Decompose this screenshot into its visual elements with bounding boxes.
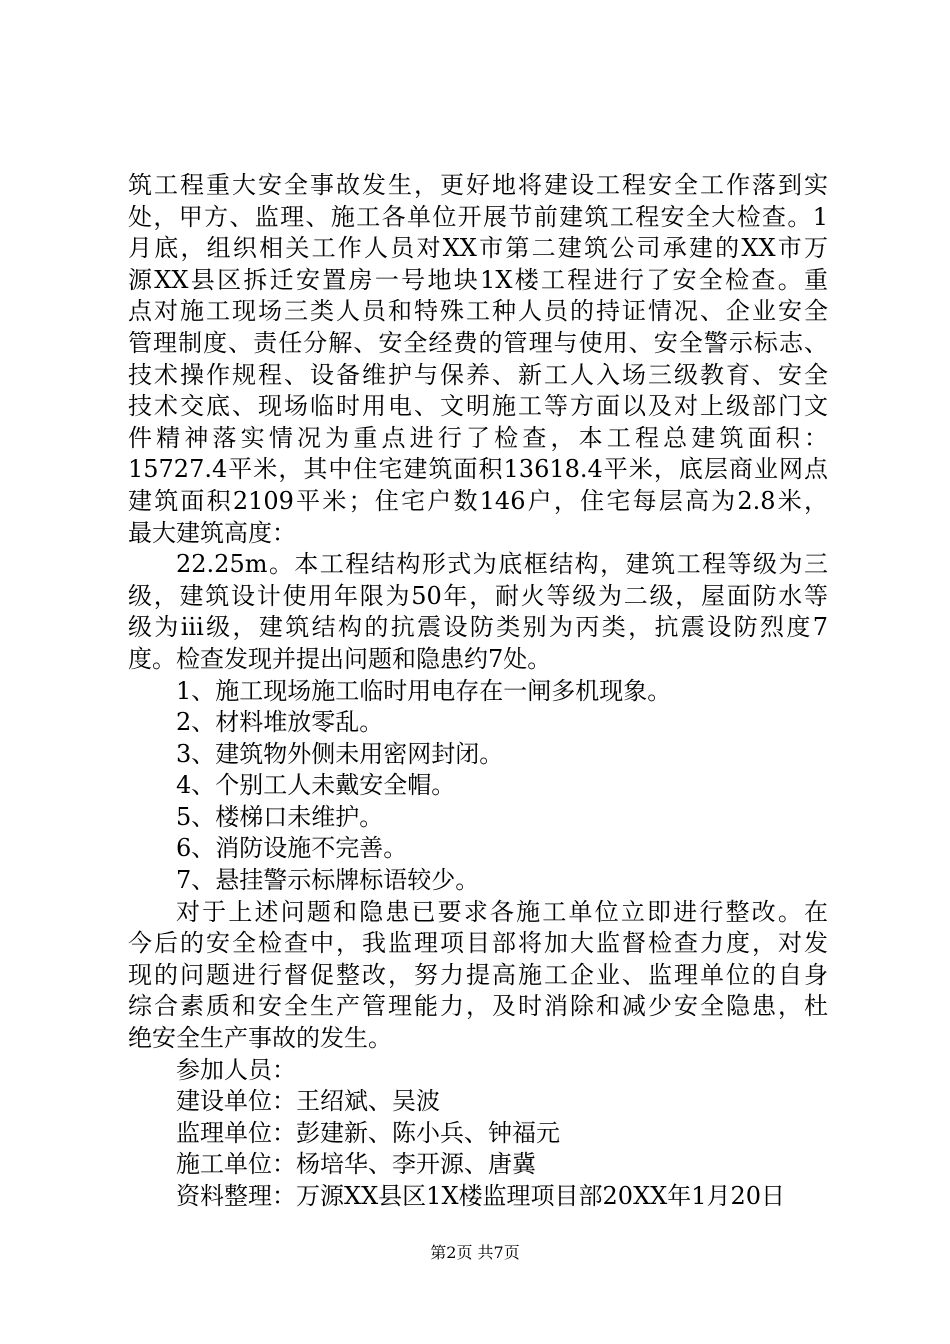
text-line: 管理制度、责任分解、安全经费的管理与使用、安全警示标志、	[128, 328, 828, 357]
list-item: 2、材料堆放零乱。	[176, 708, 384, 737]
text-line: 建筑面积2109平米；住宅户数146户，住宅每层高为2.8米，	[128, 486, 828, 515]
document-body	[128, 170, 828, 1213]
list-item: 7、悬挂警示标牌标语较少。	[176, 866, 480, 895]
participant-line: 建设单位：王绍斌、吴波	[176, 1087, 440, 1116]
text-line: 综合素质和安全生产管理能力，及时消除和减少安全隐患，杜	[128, 992, 828, 1021]
text-line: 对于上述问题和隐患已要求各施工单位立即进行整改。在	[176, 897, 828, 926]
text-line: 15727.4平米，其中住宅建筑面积13618.4平米，底层商业网点	[128, 455, 828, 484]
text-line: 筑工程重大安全事故发生，更好地将建设工程安全工作落到实	[128, 171, 828, 199]
list-item: 6、消防设施不完善。	[176, 834, 408, 863]
text-line: 源XX县区拆迁安置房一号地块1X楼工程进行了安全检查。重	[128, 265, 828, 294]
list-item: 4、个别工人未戴安全帽。	[176, 771, 456, 800]
text-line: 件精神落实情况为重点进行了检查，本工程总建筑面积：	[128, 423, 828, 452]
text-line: 技术操作规程、设备维护与保养、新工人入场三级教育、安全	[128, 360, 828, 389]
list-item: 1、施工现场施工临时用电存在一闸多机现象。	[176, 676, 672, 705]
text-line: 点对施工现场三类人员和特殊工种人员的持证情况、企业安全	[128, 297, 828, 326]
page-number-footer: 第2页 共7页	[430, 1243, 520, 1262]
list-item: 5、楼梯口未维护。	[176, 802, 384, 831]
intro-paragraph	[128, 170, 828, 549]
text-line: 技术交底、现场临时用电、文明施工等方面以及对上级部门文	[128, 392, 828, 421]
text-line: 今后的安全检查中，我监理项目部将加大监督检查力度，对发	[128, 929, 828, 958]
list-item: 3、建筑物外侧未用密网封闭。	[176, 739, 504, 768]
compiled-by-line: 资料整理：万源XX县区1X楼监理项目部20XX年1月20日	[176, 1182, 786, 1210]
participants-heading: 参加人员：	[176, 1055, 296, 1084]
text-line: 处，甲方、监理、施工各单位开展节前建筑工程安全大检查。1	[128, 202, 828, 231]
text-line: 度。检查发现并提出问题和隐患约7处。	[128, 644, 552, 673]
issues-list	[128, 676, 828, 897]
structure-paragraph	[128, 549, 828, 675]
participant-line: 施工单位：杨培华、李开源、唐冀	[176, 1150, 536, 1179]
text-line: 22.25m。本工程结构形式为底框结构，建筑工程等级为三	[176, 550, 828, 579]
text-line: 月底，组织相关工作人员对XX市第二建筑公司承建的XX市万	[128, 234, 828, 263]
text-line: 绝安全生产事故的发生。	[128, 1024, 392, 1053]
text-line: 级为iii级，建筑结构的抗震设防类别为丙类，抗震设防烈度7	[128, 613, 828, 642]
text-line: 级，建筑设计使用年限为50年，耐火等级为二级，屋面防水等	[128, 581, 828, 610]
participants-section	[128, 1055, 828, 1213]
text-line: 最大建筑高度：	[128, 518, 296, 547]
conclusion-paragraph	[128, 897, 828, 1055]
participant-line: 监理单位：彭建新、陈小兵、钟福元	[176, 1118, 560, 1147]
text-line: 现的问题进行督促整改，努力提高施工企业、监理单位的自身	[128, 960, 828, 989]
